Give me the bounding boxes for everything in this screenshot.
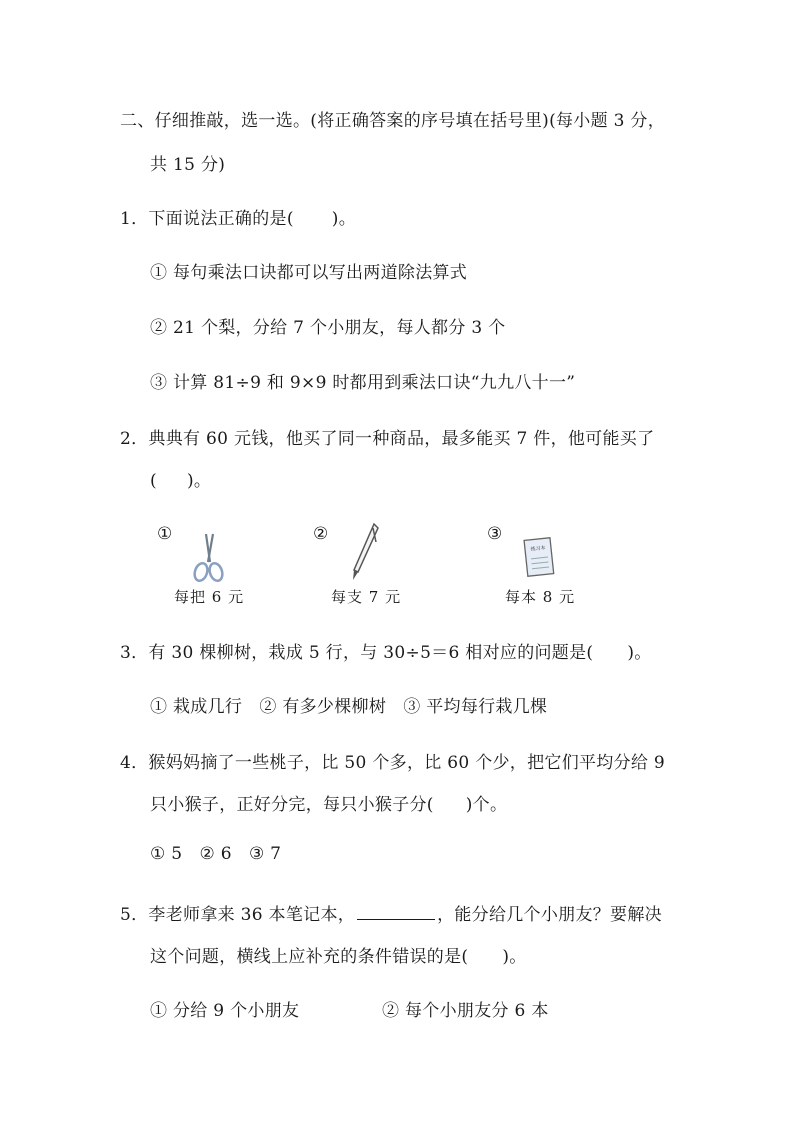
question-text: 有 30 棵柳树，栽成 5 行，与 30÷5＝6 相对应的问题是( bbox=[148, 643, 594, 663]
question-text: 下面说法正确的是( bbox=[148, 209, 294, 229]
question-1-option-1: ① 每句乘法口诀都可以写出两道除法算式 bbox=[150, 263, 468, 283]
question-1-stem: 1．下面说法正确的是( )。 bbox=[120, 209, 356, 229]
question-4-line1 bbox=[120, 748, 665, 773]
item-2-mark: ② bbox=[313, 524, 329, 544]
question-2-line1 bbox=[120, 424, 654, 449]
question-number: 2． bbox=[120, 429, 149, 449]
item-1-caption: 每把 6 元 bbox=[174, 588, 245, 606]
question-4-line2: 只小猴子，正好分完，每只小猴子分( )个。 bbox=[150, 795, 508, 815]
question-text: 猴妈妈摘了一些桃子，比 50 个多，比 60 个少，把它们平均分给 9 bbox=[148, 753, 666, 773]
question-number: 1． bbox=[120, 209, 149, 229]
question-1-option-3: ③ 计算 81÷9 和 9×9 时都用到乘法口诀“九九八十一” bbox=[150, 373, 576, 393]
question-number: 4． bbox=[120, 753, 149, 773]
question-text: 李老师拿来 36 本笔记本， bbox=[148, 905, 356, 925]
question-5-option-2: ② 每个小朋友分 6 本 bbox=[382, 1001, 549, 1021]
question-5-line2: 这个问题，横线上应补充的条件错误的是( )。 bbox=[150, 947, 527, 967]
question-2-line2: ( )。 bbox=[150, 471, 212, 491]
notebook-label: 练习本 bbox=[530, 545, 546, 553]
scissors-icon bbox=[188, 532, 228, 584]
section-title-line2: 共 15 分) bbox=[150, 155, 226, 175]
fill-blank[interactable] bbox=[357, 903, 435, 920]
question-number: 5． bbox=[120, 905, 149, 925]
pen-icon bbox=[346, 522, 382, 582]
item-2-caption: 每支 7 元 bbox=[331, 588, 402, 606]
question-number: 3． bbox=[120, 643, 149, 663]
question-4-options: ① 5 ② 6 ③ 7 bbox=[150, 844, 282, 864]
question-3-stem: 3．有 30 棵柳树，栽成 5 行，与 30÷5＝6 相对应的问题是( )。 bbox=[120, 643, 652, 663]
notebook-icon bbox=[522, 536, 556, 580]
question-5-option-1: ① 分给 9 个小朋友 bbox=[150, 1001, 300, 1021]
item-3-caption: 每本 8 元 bbox=[505, 588, 576, 606]
question-1-option-2: ② 21 个梨，分给 7 个小朋友，每人都分 3 个 bbox=[150, 318, 506, 338]
question-text: 典典有 60 元钱，他买了同一种商品，最多能买 7 件，他可能买了 bbox=[148, 429, 655, 449]
section-title-line1: 二、仔细推敲，选一选。(将正确答案的序号填在括号里)(每小题 3 分， bbox=[120, 111, 666, 131]
item-3-mark: ③ bbox=[487, 524, 503, 544]
question-5-line1: 5．李老师拿来 36 本笔记本， ，能分给几个小朋友？要解决 bbox=[120, 905, 662, 925]
item-1-mark: ① bbox=[157, 524, 173, 544]
question-3-options: ① 栽成几行 ② 有多少棵柳树 ③ 平均每行栽几棵 bbox=[150, 697, 548, 717]
